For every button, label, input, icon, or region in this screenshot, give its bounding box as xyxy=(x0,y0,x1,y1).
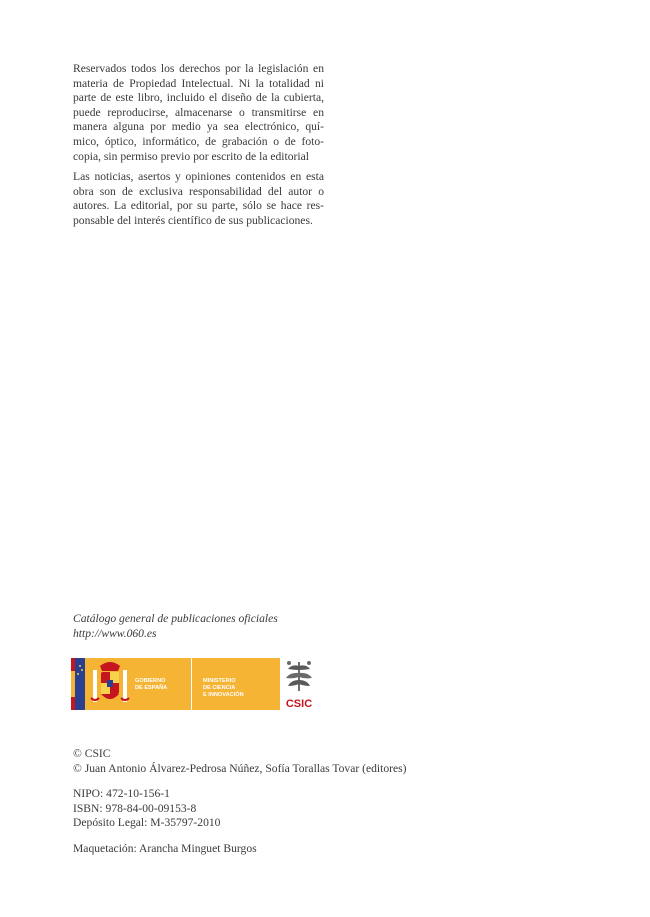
institution-logos xyxy=(71,658,331,710)
copyright-editors: © Juan Antonio Álvarez-Pedrosa Núñez, Sofía Torallas Tovar (editores) xyxy=(73,761,407,775)
copyright-publisher: © CSIC xyxy=(73,747,111,760)
text-line: mico, óptico, informático, de grabación o de foto- xyxy=(73,134,324,148)
text-line: copia, sin permiso previo por escrito de la editorial xyxy=(73,149,309,163)
csic-emblem-icon xyxy=(284,660,314,692)
text-line: parte de este libro, incluido el diseño de la cubierta, xyxy=(73,91,324,105)
government-label-line2: DE ESPAÑA xyxy=(135,685,168,691)
official-catalog-note xyxy=(73,612,278,641)
text-line: Reservados todos los derechos por la legislación en xyxy=(73,62,324,75)
layout-credit-text: Maquetación: Arancha Minguet Burgos xyxy=(73,842,257,855)
catalog-title: Catálogo general de publicaciones oficiales xyxy=(73,612,278,625)
catalog-url: http://www.060.es xyxy=(73,626,157,640)
identifiers-block xyxy=(73,787,220,831)
legal-deposit: Depósito Legal: M-35797-2010 xyxy=(73,816,221,830)
responsibility-paragraph xyxy=(73,170,324,228)
text-line: obra son de exclusiva responsabilidad del autor o xyxy=(73,184,324,198)
nipo: NIPO: 472-10-156-1 xyxy=(73,787,170,800)
isbn: ISBN: 978-84-00-09153-8 xyxy=(73,801,197,815)
csic-label: CSIC xyxy=(285,698,313,710)
ministry-label-line1: MINISTERIO xyxy=(203,678,236,684)
text-line: materia de Propiedad Intelectual. Ni la totalidad ni xyxy=(73,76,324,90)
copyright-block xyxy=(73,747,407,776)
text-line: Las noticias, asertos y opiniones contenidos en esta xyxy=(73,170,324,183)
ministry-label-line3: E INNOVACIÓN xyxy=(203,692,244,698)
text-line: manera alguna por medio ya sea electrónico, quí- xyxy=(73,120,324,134)
ministry-band xyxy=(192,658,280,710)
text-line: puede reproducirse, almacenarse o transmitirse en xyxy=(73,105,324,119)
ministry-label-line2: DE CIENCIA xyxy=(203,685,236,691)
text-line: autores. La editorial, por su parte, sólo se hace res- xyxy=(73,199,324,213)
text-line: ponsable del interés científico de sus publicaciones. xyxy=(73,213,313,227)
rights-reserved-paragraph xyxy=(73,62,324,164)
layout-credit xyxy=(73,842,257,857)
spain-flag-icon xyxy=(71,658,85,710)
government-label-line1: GOBIERNO xyxy=(135,678,166,684)
